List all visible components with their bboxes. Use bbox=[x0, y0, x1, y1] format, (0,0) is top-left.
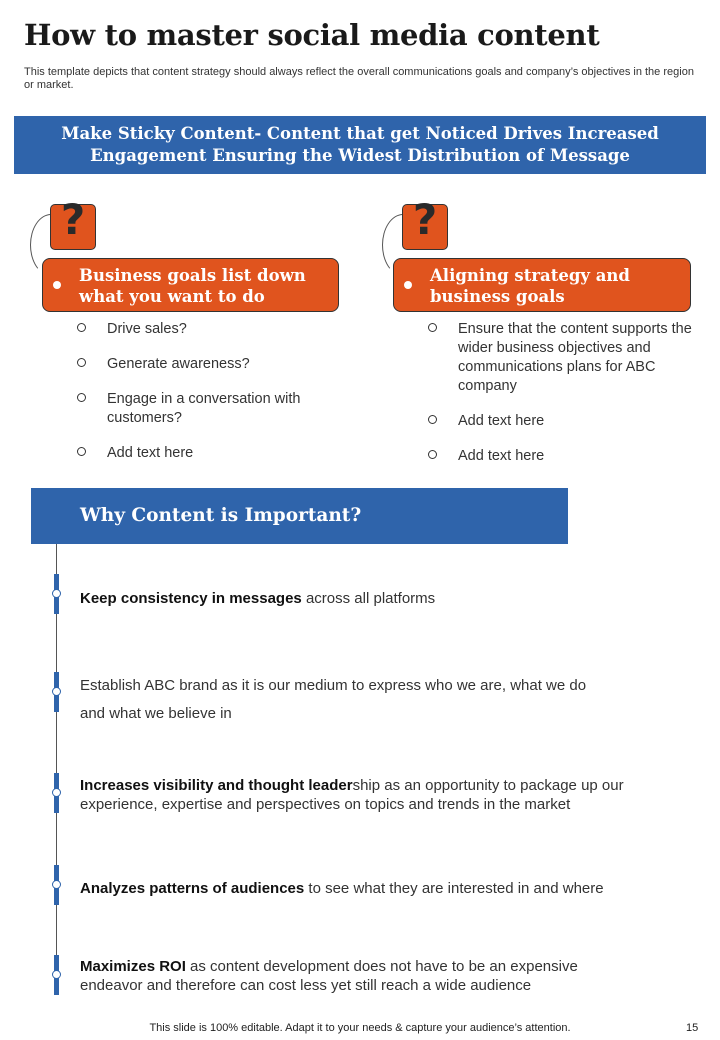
page-number: 15 bbox=[686, 1022, 699, 1034]
point-brand: Establish ABC brand as it is our medium to express who we are, what we do and what we believe in bbox=[80, 677, 587, 722]
goal-bullet-list-business bbox=[77, 320, 317, 479]
list-item: Drive sales? bbox=[77, 320, 317, 339]
question-mark-icon: ? bbox=[50, 204, 96, 250]
goal-title-line-2: what you want to do bbox=[79, 287, 265, 306]
goal-title-line-2: business goals bbox=[430, 287, 565, 306]
circle-bullet-icon bbox=[77, 447, 86, 456]
goal-title-line-1: Business goals list down bbox=[79, 266, 306, 285]
goal-title-line-1: Aligning strategy and bbox=[430, 266, 630, 285]
point-audiences: Analyzes patterns of audiences to see what they are interested in and where bbox=[80, 880, 604, 897]
timeline-marker-icon bbox=[53, 672, 60, 712]
circle-bullet-icon bbox=[77, 393, 86, 402]
headline-banner bbox=[14, 116, 706, 174]
bullet-dot-icon bbox=[404, 281, 412, 289]
why-content-heading: Why Content is Important? bbox=[31, 488, 568, 544]
timeline-marker-icon bbox=[53, 773, 60, 813]
goal-box-strategy bbox=[393, 258, 691, 312]
page-title: How to master social media content bbox=[24, 18, 600, 52]
point-consistency: Keep consistency in messages across all platforms bbox=[80, 590, 436, 607]
circle-bullet-icon bbox=[428, 415, 437, 424]
list-item: Ensure that the content supports the wider business objectives and communications plans for ABC company bbox=[428, 320, 700, 396]
banner-line-2: Engagement Ensuring the Widest Distribution of Message bbox=[90, 146, 630, 165]
point-roi: Maximizes ROI as content development does not have to be an expensive endeavor and therefore can cost less yet still reach a wide audience bbox=[80, 958, 578, 994]
circle-bullet-icon bbox=[77, 323, 86, 332]
footer-note: This slide is 100% editable. Adapt it to your needs & capture your audience’s attention. bbox=[149, 1022, 571, 1034]
question-mark-icon: ? bbox=[402, 204, 448, 250]
list-item: Generate awareness? bbox=[77, 355, 317, 374]
timeline-marker-icon bbox=[53, 955, 60, 995]
bullet-dot-icon bbox=[53, 281, 61, 289]
circle-bullet-icon bbox=[428, 323, 437, 332]
goal-box-business bbox=[42, 258, 339, 312]
timeline-marker-icon bbox=[53, 574, 60, 614]
page-subtitle: This template depicts that content strategy should always reflect the overall communications goals and company’s objectives in the region or market. bbox=[24, 66, 694, 91]
list-item: Engage in a conversation with customers? bbox=[77, 390, 317, 428]
point-visibility: Increases visibility and thought leadership as an opportunity to package up our experience, expertise and perspectives on topics and trends in the market bbox=[80, 777, 624, 813]
circle-bullet-icon bbox=[428, 450, 437, 459]
list-item: Add text here bbox=[77, 444, 317, 463]
timeline-marker-icon bbox=[53, 865, 60, 905]
list-item: Add text here bbox=[428, 412, 700, 431]
list-item: Add text here bbox=[428, 447, 700, 466]
goal-bullet-list-strategy bbox=[428, 320, 700, 482]
banner-line-1: Make Sticky Content- Content that get Noticed Drives Increased bbox=[61, 124, 659, 143]
circle-bullet-icon bbox=[77, 358, 86, 367]
